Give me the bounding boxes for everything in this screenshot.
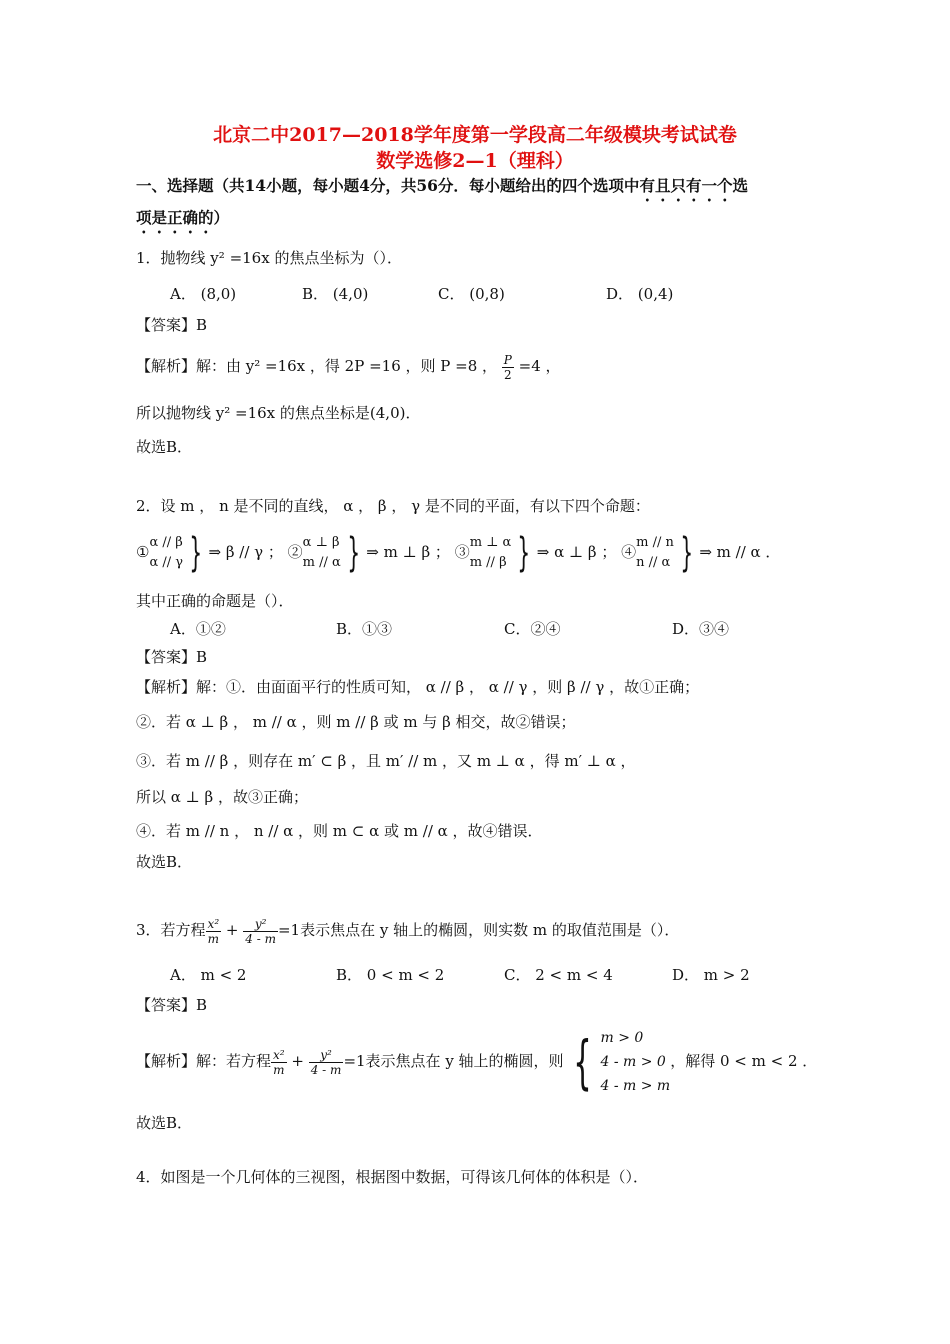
- q3-prefix: 3．若方程: [136, 921, 206, 939]
- q2-propositions: [136, 530, 780, 574]
- prop-4-marker: ④: [621, 543, 637, 561]
- q3-a-f1-num: x²: [273, 1047, 285, 1062]
- prop-3-result: ⇒ α ⊥ β ；: [536, 543, 617, 561]
- brace-icon: }: [347, 530, 360, 576]
- q3-system-1: m > 0: [600, 1030, 644, 1046]
- q3-option-a: A． m < 2: [170, 966, 247, 984]
- prop-3-bottom: m // β: [469, 555, 507, 570]
- q2-option-c: C．②④: [504, 620, 561, 638]
- prop-4-result: ⇒ m // α ．: [699, 543, 781, 561]
- document-subtitle: 数学选修2—1（理科）: [376, 150, 574, 172]
- q1-analysis-text: 【解析】解：由 y² =16x ，得 2P =16 ，则 P =8 ，: [136, 357, 498, 375]
- prop-3-premises: [470, 533, 512, 573]
- q1-option-b: B． (4,0): [302, 285, 369, 303]
- q3-suffix: =1表示焦点在 y 轴上的椭圆，则实数 m 的取值范围是（）．: [277, 921, 680, 939]
- q3-system: [600, 1026, 670, 1098]
- q3-analysis-mid: =1表示焦点在 y 轴上的椭圆，则: [343, 1052, 564, 1070]
- q2-question: 其中正确的命题是（）．: [136, 592, 294, 610]
- q3-analysis-suffix: ，解得 0 < m < 2 ．: [670, 1052, 818, 1070]
- q1-option-d: D． (0,4): [606, 285, 674, 303]
- q1-answer: 【答案】B: [136, 316, 208, 334]
- prop-2-bottom: m // α: [302, 555, 341, 570]
- q2-option-d: D．③④: [672, 620, 730, 638]
- q3-fraction-1: [206, 917, 222, 946]
- section-heading-text: 一、选择题（共14小题，每小题4分，共56分．每小题给出的四个选项中: [136, 176, 640, 195]
- section-heading: [136, 176, 748, 205]
- q3-f1-num: x²: [207, 916, 220, 931]
- q2-analysis-3: ③．若 m // β ，则存在 m′ ⊂ β ，且 m′ // m ，又 m ⊥ α ，得 m′ ⊥ α ，: [136, 752, 636, 770]
- q3-option-b: B． 0 < m < 2: [336, 966, 445, 984]
- brace-icon: {: [572, 1028, 592, 1096]
- q3-answer: 【答案】B: [136, 996, 208, 1014]
- document-title: 北京二中2017—2018学年度第一学段高二年级模块考试试卷: [213, 124, 737, 146]
- q1-frac-num: P: [503, 352, 512, 367]
- q3-f1-den: m: [207, 931, 220, 946]
- q3-system-2: 4 - m > 0: [600, 1054, 666, 1070]
- q3-f2-den: 4 - m: [245, 931, 276, 946]
- prop-1-premises: [149, 533, 183, 573]
- q1-option-a: A． (8,0): [170, 285, 237, 303]
- q4-stem: 4．如图是一个几何体的三视图，根据图中数据，可得该几何体的体积是（）．: [136, 1168, 649, 1186]
- section-heading-text-3: ）: [213, 208, 230, 227]
- q1-analysis-line2: 所以抛物线 y² =16x 的焦点坐标是(4,0)．: [136, 404, 421, 422]
- q3-a-f2-den: 4 - m: [310, 1062, 342, 1077]
- prop-2-premises: [303, 533, 341, 573]
- prop-2-result: ⇒ m ⊥ β ；: [366, 543, 450, 561]
- q1-option-c: C． (0,8): [438, 285, 505, 303]
- section-heading-text-2: 选: [732, 176, 748, 195]
- q3-a-f1-den: m: [273, 1062, 285, 1077]
- q3-stem: [136, 910, 679, 950]
- q3-analysis-plus: +: [291, 1052, 304, 1070]
- q1-frac-den: 2: [504, 367, 512, 382]
- q2-conclusion: 故选B．: [136, 853, 193, 871]
- q3-analysis-fraction-2: [309, 1048, 344, 1077]
- brace-icon: }: [517, 530, 531, 576]
- q3-option-d: D． m > 2: [672, 966, 750, 984]
- section-heading-emphasis: 有且只有一个: [639, 176, 733, 195]
- prop-4-bottom: n // α: [636, 555, 671, 570]
- q2-analysis-2: ②．若 α ⊥ β ， m // α ，则 m // β 或 m 与 β 相交，故②错误；: [136, 713, 576, 731]
- prop-4-premises: [636, 533, 674, 573]
- prop-1-top: α // β: [149, 535, 183, 550]
- q2-analysis-4: 所以 α ⊥ β ，故③正确；: [136, 788, 308, 806]
- q1-analysis-text-2: =4 ，: [518, 357, 561, 375]
- q3-plus: +: [225, 921, 239, 939]
- q2-analysis-5: ④．若 m // n ， n // α ，则 m ⊂ α 或 m // α ，故④错误．: [136, 822, 543, 840]
- q2-option-b: B．①③: [336, 620, 393, 638]
- brace-icon: }: [189, 530, 203, 576]
- section-heading-emphasis-2: 项是正确的: [136, 208, 214, 227]
- q3-analysis-fraction-1: [271, 1048, 287, 1077]
- q2-option-a: A．①②: [170, 620, 226, 638]
- prop-3-top: m ⊥ α: [469, 535, 512, 550]
- q2-analysis-1: 【解析】解：①．由面面平行的性质可知， α // β ， α // γ ，则 β // γ ，故①正确；: [136, 678, 700, 696]
- prop-1-result: ⇒ β // γ ；: [208, 543, 283, 561]
- q1-stem: 1．抛物线 y² =16x 的焦点坐标为（）．: [136, 249, 402, 267]
- brace-icon: }: [680, 530, 693, 576]
- q3-f2-num: y²: [243, 917, 278, 932]
- q1-analysis: [136, 348, 561, 384]
- q3-analysis-prefix: 【解析】解：若方程: [136, 1052, 272, 1070]
- q3-option-c: C． 2 < m < 4: [504, 966, 613, 984]
- q1-fraction: [502, 353, 514, 382]
- prop-2-marker: ②: [287, 543, 303, 561]
- q3-analysis: [136, 1026, 817, 1098]
- prop-1-marker: ①: [136, 543, 150, 561]
- section-heading-cont: [136, 208, 229, 237]
- prop-2-top: α ⊥ β: [302, 535, 340, 550]
- q1-conclusion: 故选B．: [136, 438, 193, 456]
- prop-1-bottom: α // γ: [149, 555, 184, 570]
- q3-system-3: 4 - m > m: [600, 1078, 671, 1094]
- q3-a-f2-num: y²: [309, 1048, 344, 1063]
- q3-fraction-2: [243, 917, 278, 946]
- prop-4-top: m // n: [636, 535, 674, 550]
- prop-3-marker: ③: [454, 543, 470, 561]
- q2-answer: 【答案】B: [136, 648, 208, 666]
- q3-conclusion: 故选B．: [136, 1114, 193, 1132]
- q2-stem: 2．设 m ， n 是不同的直线， α ， β ， γ 是不同的平面，有以下四个命题：: [136, 497, 650, 515]
